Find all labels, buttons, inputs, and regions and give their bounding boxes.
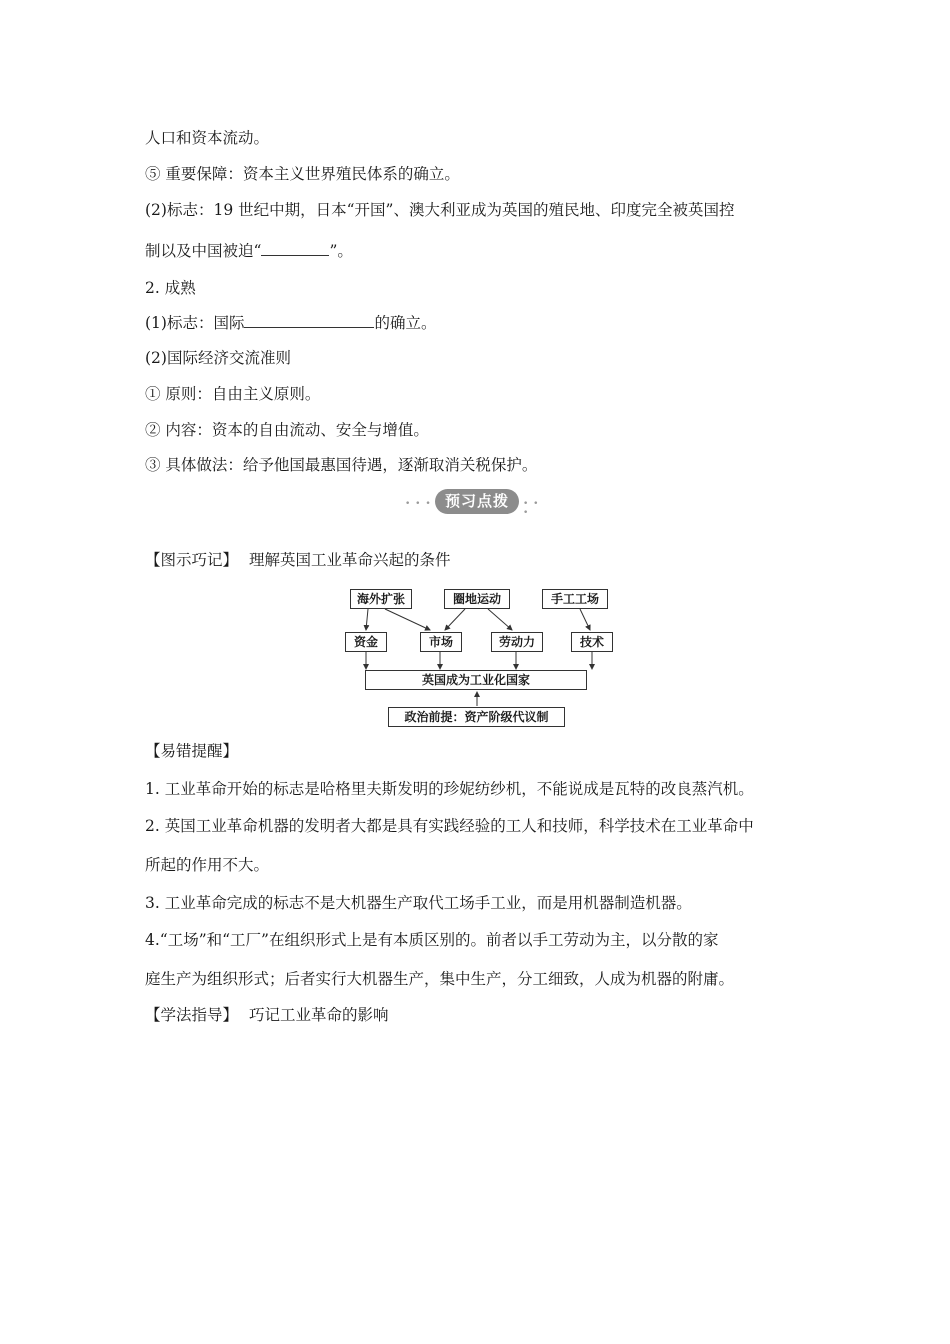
flow-diagram: [340, 584, 615, 729]
text-fragment: 制以及中国被迫“: [145, 242, 262, 260]
fill-in-blank: [261, 241, 329, 256]
section-heading: 【图示巧记】: [145, 551, 239, 569]
badge-label: 预习点拨: [435, 489, 519, 514]
text-fragment: 的确立。: [374, 314, 437, 332]
text-line: 4.“工场”和“工厂”在组织形式上是有本质区别的。前者以手工劳动为主，以分散的家: [145, 931, 719, 949]
text-line: ① 原则：自由主义原则。: [145, 385, 321, 403]
decorative-dots: • • •: [523, 499, 540, 518]
diagram-box-mid: 市场: [420, 632, 462, 652]
text-line: 所起的作用不大。: [145, 856, 270, 874]
text-line: 2. 成熟: [145, 279, 196, 297]
section-badge: [405, 489, 545, 518]
diagram-box-top: 海外扩张: [350, 589, 412, 609]
text-line: 人口和资本流动。: [145, 129, 270, 147]
fill-in-blank: [244, 313, 374, 328]
diagram-box-result: 英国成为工业化国家: [365, 670, 587, 690]
diagram-box-mid: 资金: [345, 632, 387, 652]
section-heading-line: [145, 550, 450, 570]
text-line: 1. 工业革命开始的标志是哈格里夫斯发明的珍妮纺纱机，不能说成是瓦特的改良蒸汽机。: [145, 780, 754, 798]
section-heading: 【易错提醒】: [145, 742, 239, 760]
text-fragment: (1)标志：国际: [145, 314, 245, 332]
text-line: (2)国际经济交流准则: [145, 349, 291, 367]
decorative-dots: • • •: [405, 499, 432, 509]
text-line: ⑤ 重要保障：资本主义世界殖民体系的确立。: [145, 165, 460, 183]
text-fragment: ”。: [329, 242, 353, 260]
text-line: 庭生产为组织形式；后者实行大机器生产，集中生产，分工细致，人成为机器的附庸。: [145, 970, 735, 988]
text-line: ② 内容：资本的自由流动、安全与增值。: [145, 421, 429, 439]
section-heading-line: [145, 1005, 388, 1025]
text-line: (2)标志：19 世纪中期，日本“开国”、澳大利亚成为英国的殖民地、印度完全被英国控: [145, 201, 735, 219]
section-title: 理解英国工业革命兴起的条件: [248, 551, 451, 569]
diagram-box-mid: 劳动力: [491, 632, 543, 652]
text-line: [145, 241, 353, 261]
diagram-box-top: 手工工场: [542, 589, 608, 609]
text-line: 3. 工业革命完成的标志不是大机器生产取代工场手工业，而是用机器制造机器。: [145, 894, 692, 912]
diagram-box-top: 圈地运动: [444, 589, 510, 609]
section-heading: 【学法指导】: [145, 1006, 239, 1024]
text-line: 2. 英国工业革命机器的发明者大都是具有实践经验的工人和技师，科学技术在工业革命中: [145, 817, 754, 835]
diagram-box-mid: 技术: [571, 632, 613, 652]
text-line: [145, 313, 436, 333]
section-title: 巧记工业革命的影响: [248, 1006, 389, 1024]
text-line: ③ 具体做法：给予他国最惠国待遇，逐渐取消关税保护。: [145, 456, 538, 474]
diagram-box-premise: 政治前提：资产阶级代议制: [388, 707, 565, 727]
